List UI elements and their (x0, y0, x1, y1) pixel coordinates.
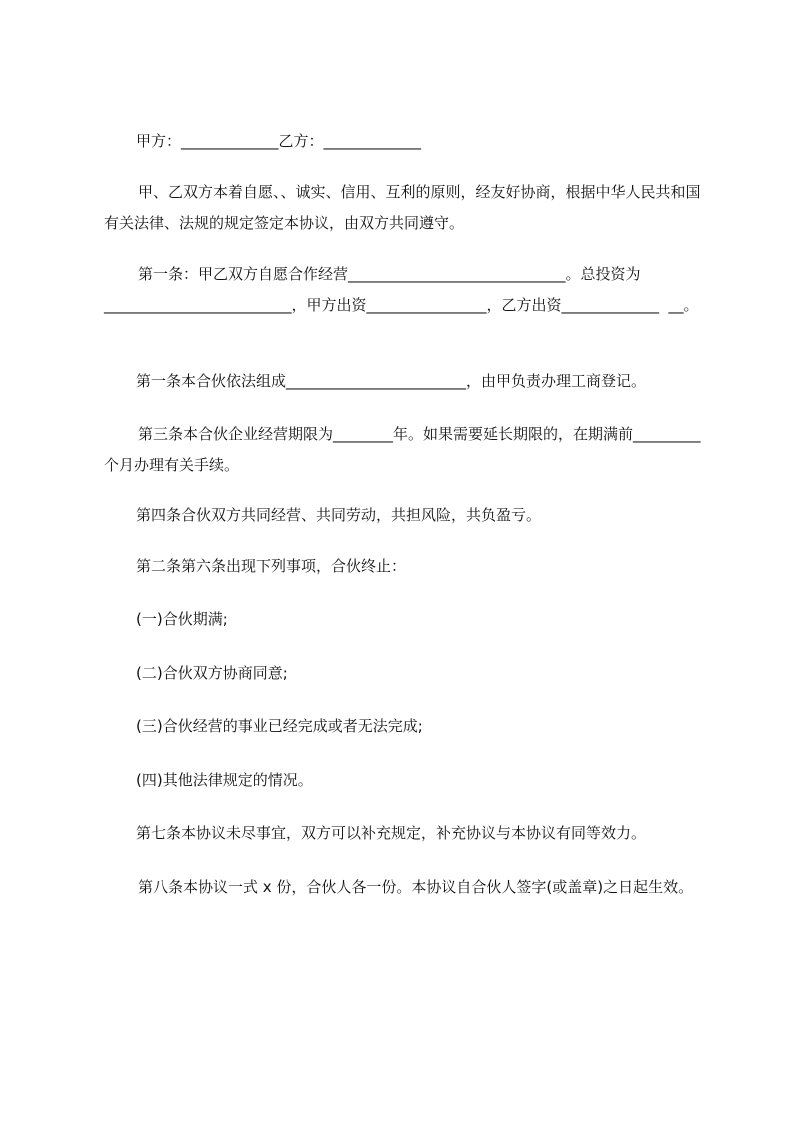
termination-item-3: (三)合伙经营的事业已经完成或者无法完成; (136, 717, 423, 735)
parties-line: 甲方：_____________乙方：_____________ (136, 132, 422, 150)
preamble-paragraph: 甲、乙双方本着自愿、、诚实、信用、互利的原则，经友好协商，根据中华人民共和国有关法律、法规的规定签定本协议，由双方共同遵守。 (104, 183, 701, 232)
article-4-operation: 第四条合伙双方共同经营、共同劳动，共担风险，共负盈亏。 (136, 506, 542, 524)
article-1-investment: 第一条：甲乙双方自愿合作经营_____________________________。总投资为_________________________，甲方出资________________，乙方出资_____________ __。 (104, 265, 699, 314)
article-8-copies: 第八条本协议一式 x 份，合伙人各一份。本协议自合伙人签字(或盖章)之日起生效。 (138, 878, 694, 896)
article-6-termination: 第二条第六条出现下列事项，合伙终止： (136, 557, 407, 575)
termination-item-4: (四)其他法律规定的情况。 (136, 771, 313, 789)
termination-item-1: (一)合伙期满; (136, 610, 228, 628)
termination-item-2: (二)合伙双方协商同意; (136, 664, 288, 682)
article-7-supplement: 第七条本协议未尽事宜，双方可以补充规定，补充协议与本协议有同等效力。 (136, 824, 647, 842)
article-1-formation: 第一条本合伙依法组成________________________，由甲负责办理工商登记。 (136, 372, 647, 390)
article-3-term: 第三条本合伙企业经营期限为________年。如果需要延长期限的，在期满前_________个月办理有关手续。 (104, 425, 701, 474)
